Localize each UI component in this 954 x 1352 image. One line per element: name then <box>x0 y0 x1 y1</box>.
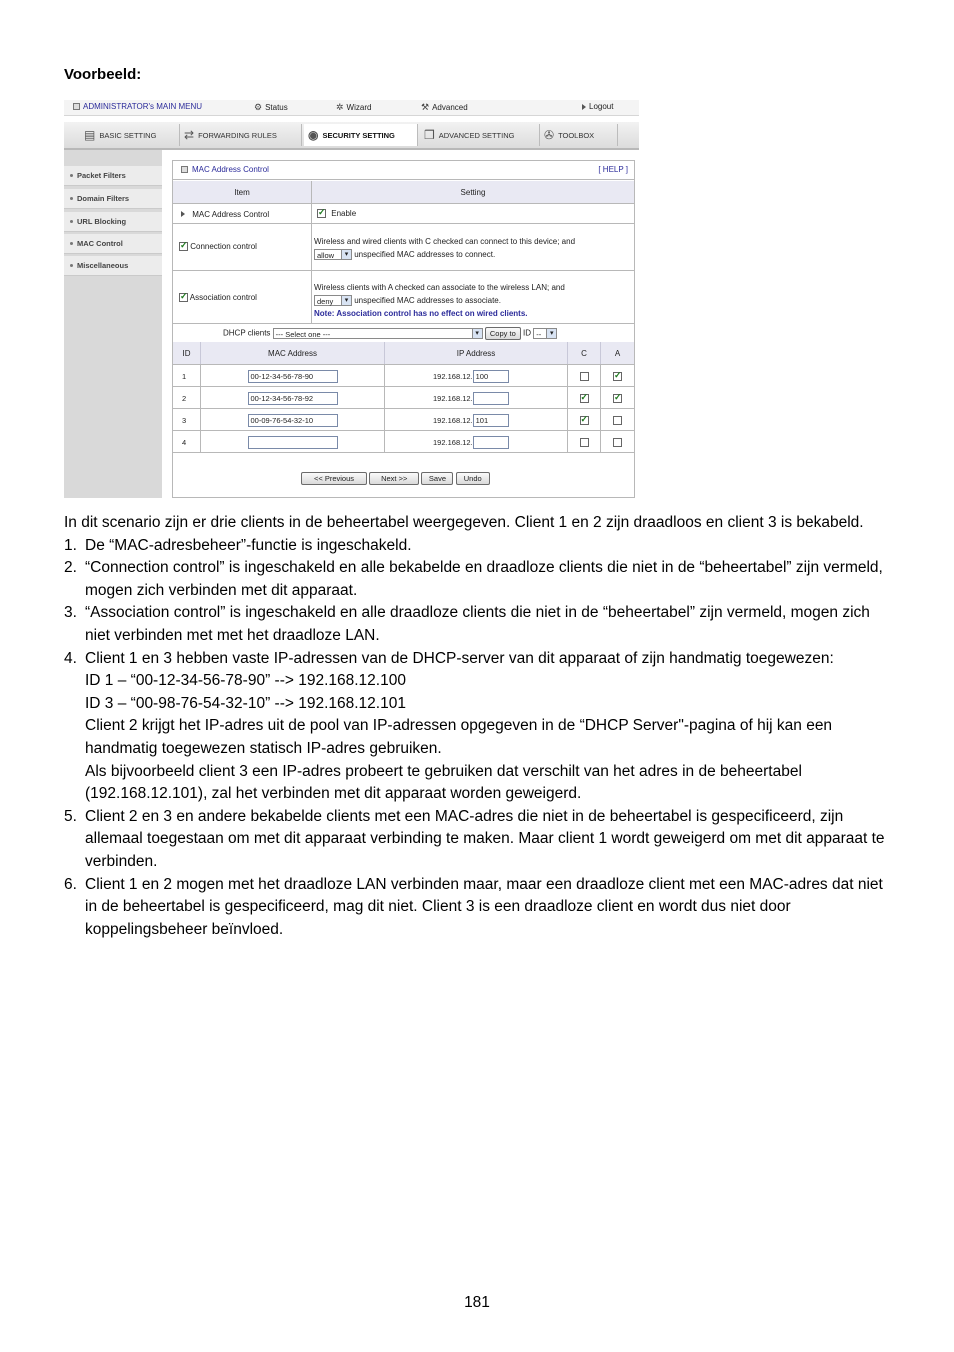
sidebar-item-miscellaneous[interactable]: Miscellaneous <box>64 256 162 276</box>
status-icon: ⚙ <box>254 102 263 112</box>
router-screenshot <box>64 100 639 498</box>
navigation-buttons <box>301 472 490 485</box>
c-checkbox[interactable] <box>580 372 589 381</box>
row-association-control <box>173 270 634 324</box>
a-cell <box>601 431 634 453</box>
list-item: 5. Client 2 en 3 en andere bekabelde clients met een MAC-adres die niet in de beheertabel is gespecificeerd, zijn allemaal toegestaan om met dit apparaat verbinding te maken. Maar client 1 wordt geweigerd om met dit apparaat te verbinden. <box>64 807 885 870</box>
ip-cell <box>385 387 568 409</box>
a-checkbox[interactable] <box>613 394 622 403</box>
connection-setting: Wireless and wired clients with C checked can connect to this device; and allow ▾ unspecified MAC addresses to connect. <box>314 235 575 261</box>
col-header-item: Item <box>173 181 312 203</box>
dhcp-clients-select[interactable]: --- Select one --- ▾ <box>273 328 483 339</box>
mac-cell <box>201 431 385 453</box>
c-checkbox[interactable] <box>580 416 589 425</box>
table-row <box>173 408 634 431</box>
mac-control-panel <box>172 160 635 498</box>
admin-menu-link[interactable]: ADMINISTRATOR's MAIN MENU <box>73 102 202 111</box>
mac-address-input[interactable]: 00-12-34-56-78-92 <box>248 392 338 405</box>
copy-id-select[interactable]: -- ▾ <box>533 328 557 339</box>
intro-paragraph: In dit scenario zijn er drie clients in de beheertabel weergegeven. Client 1 en 2 zijn draadloos en client 3 is bekabeld. <box>64 514 864 531</box>
list-item: 6. Client 1 en 2 mogen met het draadloze LAN verbinden maar, maar een draadloze client met een MAC-adres dat niet in de beheertabel is gespecificeerd, mag dit niet. Client 3 is een draadloze client en wordt dus niet door koppelingsbeheer beïnvloed. <box>64 875 883 938</box>
undo-button[interactable]: Undo <box>456 472 490 485</box>
a-cell <box>601 409 634 431</box>
row-connection-control <box>173 223 634 271</box>
bullet-icon <box>70 174 73 177</box>
button-row <box>173 452 634 498</box>
connection-control-checkbox[interactable] <box>179 242 188 251</box>
mac-cell <box>201 409 385 431</box>
ip-prefix: 192.168.12. <box>433 393 473 403</box>
col-header-setting: Setting <box>312 181 634 203</box>
list-item: 2. “Connection control” is ingeschakeld en alle bekabelde en draadloze clients die niet in de “beheertabel” zijn vermeld, mogen zich verbinden met dit apparaat. <box>64 559 883 599</box>
tab-forwarding-rules[interactable]: ⇄ FORWARDING RULES <box>180 124 302 146</box>
connection-control-item: ✓ Connection control <box>179 242 257 251</box>
bullet-icon <box>70 220 73 223</box>
ip-suffix-input[interactable] <box>473 436 509 449</box>
ip-suffix-input[interactable] <box>473 392 509 405</box>
tab-security-setting[interactable]: ◉ SECURITY SETTING <box>304 124 418 146</box>
body-text <box>64 512 894 941</box>
table-row <box>173 386 634 409</box>
menu-square-icon <box>73 103 80 110</box>
main-tab-bar <box>64 122 639 150</box>
mac-table-header-a: A <box>601 342 634 364</box>
help-link[interactable]: [ HELP ] <box>598 165 628 174</box>
ip-cell <box>385 431 568 453</box>
row-id: 4 <box>173 431 201 453</box>
advanced-setting-icon: ❒ <box>424 128 435 142</box>
status-link[interactable]: ⚙ Status <box>254 102 288 112</box>
association-note: Note: Association control has no effect on wired clients. <box>314 309 528 318</box>
panel-square-icon <box>181 166 188 173</box>
table-row <box>173 364 634 387</box>
toolbox-icon: ✇ <box>544 128 555 142</box>
sidebar <box>64 150 162 498</box>
bullet-icon <box>70 242 73 245</box>
panel-title: MAC Address Control <box>181 165 269 174</box>
sidebar-item-mac-control[interactable]: MAC Control <box>64 234 162 254</box>
bullet-icon <box>70 197 73 200</box>
tab-basic-setting[interactable]: ▤ BASIC SETTING <box>80 124 180 146</box>
sidebar-item-url-blocking[interactable]: URL Blocking <box>64 212 162 232</box>
row-dhcp-clients <box>173 323 634 343</box>
row-mac-address-control <box>173 203 634 224</box>
association-control-item: ✓ Association control <box>179 293 257 302</box>
c-cell <box>568 409 601 431</box>
ip-prefix: 192.168.12. <box>433 371 473 381</box>
a-checkbox[interactable] <box>613 416 622 425</box>
save-button[interactable]: Save <box>421 472 453 485</box>
column-divider <box>311 181 312 323</box>
ip-cell <box>385 365 568 387</box>
sidebar-item-domain-filters[interactable]: Domain Filters <box>64 189 162 209</box>
copy-to-button[interactable]: Copy to <box>485 327 521 340</box>
row-id: 3 <box>173 409 201 431</box>
c-checkbox[interactable] <box>580 394 589 403</box>
ip-prefix: 192.168.12. <box>433 415 473 425</box>
ip-prefix: 192.168.12. <box>433 437 473 447</box>
list-item: 1. De “MAC-adresbeheer”-functie is ingeschakeld. <box>64 536 412 554</box>
row-id: 2 <box>173 387 201 409</box>
a-checkbox[interactable] <box>613 438 622 447</box>
association-control-checkbox[interactable] <box>179 293 188 302</box>
wizard-icon: ✲ <box>336 102 344 112</box>
panel-header <box>173 161 634 180</box>
mac-table-header-c: C <box>568 342 601 364</box>
wizard-link[interactable]: ✲ Wizard <box>336 102 372 112</box>
enable-setting: ✓ Enable <box>317 209 356 218</box>
bullet-icon <box>70 264 73 267</box>
mac-address-input[interactable] <box>248 436 338 449</box>
c-cell <box>568 387 601 409</box>
arrow-right-icon <box>181 211 185 217</box>
enable-checkbox[interactable] <box>317 209 326 218</box>
section-heading: Voorbeeld: <box>64 66 142 83</box>
association-setting: Wireless clients with A checked can associate to the wireless LAN; and deny ▾ unspecified MAC addresses to associate. Note: Association control has no effect on wired clients. <box>314 281 565 320</box>
sidebar-item-packet-filters[interactable]: Packet Filters <box>64 166 162 186</box>
basic-setting-icon: ▤ <box>84 128 96 142</box>
dhcp-clients-controls: DHCP clients --- Select one --- ▾ Copy to ID -- ▾ <box>223 327 557 340</box>
c-cell <box>568 431 601 453</box>
a-checkbox[interactable] <box>613 372 622 381</box>
logout-link[interactable]: Logout <box>582 102 613 111</box>
ip-suffix-input[interactable]: 101 <box>473 414 509 427</box>
table-row <box>173 430 634 453</box>
previous-button[interactable]: << Previous <box>301 472 367 485</box>
mac-cell <box>201 365 385 387</box>
a-cell <box>601 387 634 409</box>
mac-address-input[interactable]: 00-09-76-54-32-10 <box>248 414 338 427</box>
forwarding-icon: ⇄ <box>184 128 195 142</box>
arrow-right-icon <box>582 104 586 110</box>
c-checkbox[interactable] <box>580 438 589 447</box>
mac-table-header-ip: IP Address <box>385 342 568 364</box>
mac-table-header-id: ID <box>173 342 201 364</box>
ip-cell <box>385 409 568 431</box>
tab-toolbox[interactable]: ✇ TOOLBOX <box>540 124 618 146</box>
mac-control-item: MAC Address Control <box>181 210 269 219</box>
ip-suffix-input[interactable]: 100 <box>473 370 509 383</box>
advanced-link[interactable]: ⚒ Advanced <box>421 102 468 112</box>
advanced-icon: ⚒ <box>421 102 430 112</box>
mac-table-header-mac: MAC Address <box>201 342 385 364</box>
top-menu-bar <box>64 100 639 116</box>
c-cell <box>568 365 601 387</box>
next-button[interactable]: Next >> <box>369 472 419 485</box>
mac-address-input[interactable]: 00-12-34-56-78-90 <box>248 370 338 383</box>
row-id: 1 <box>173 365 201 387</box>
list-item: 3. “Association control” is ingeschakeld en alle draadloze clients die niet in de “beheertabel” zijn vermeld, mogen zich niet verbinden met met het draadloze LAN. <box>64 604 870 644</box>
a-cell <box>601 365 634 387</box>
page-number: 181 <box>464 1294 490 1311</box>
numbered-list <box>64 535 894 942</box>
security-icon: ◉ <box>308 128 319 142</box>
list-item: 4. Client 1 en 3 hebben vaste IP-adressen van de DHCP-server van dit apparaat of zijn handmatig toegewezen: ID 1 – “00-12-34-56-78-90” --> 192.168.12.100 ID 3 – “00-98-76-54-32-10” --> 192.168.12.101 Client 2 krijgt het IP-adres uit de pool van IP-adressen opgegeven in de “DHCP Server"-pagina of hij kan een handmatig toegewezen statisch IP-adres gebruiken. Als bijvoorbeeld client 3 een IP-adres probeert te gebruiken dat verschilt van het adres in de beheertabel (192.168.12.101), zal het verbinden met dit apparaat worden geweigerd. <box>64 649 834 803</box>
connection-policy-select[interactable]: allow ▾ <box>314 249 352 260</box>
association-policy-select[interactable]: deny ▾ <box>314 295 352 306</box>
tab-advanced-setting[interactable]: ❒ ADVANCED SETTING <box>420 124 540 146</box>
mac-cell <box>201 387 385 409</box>
